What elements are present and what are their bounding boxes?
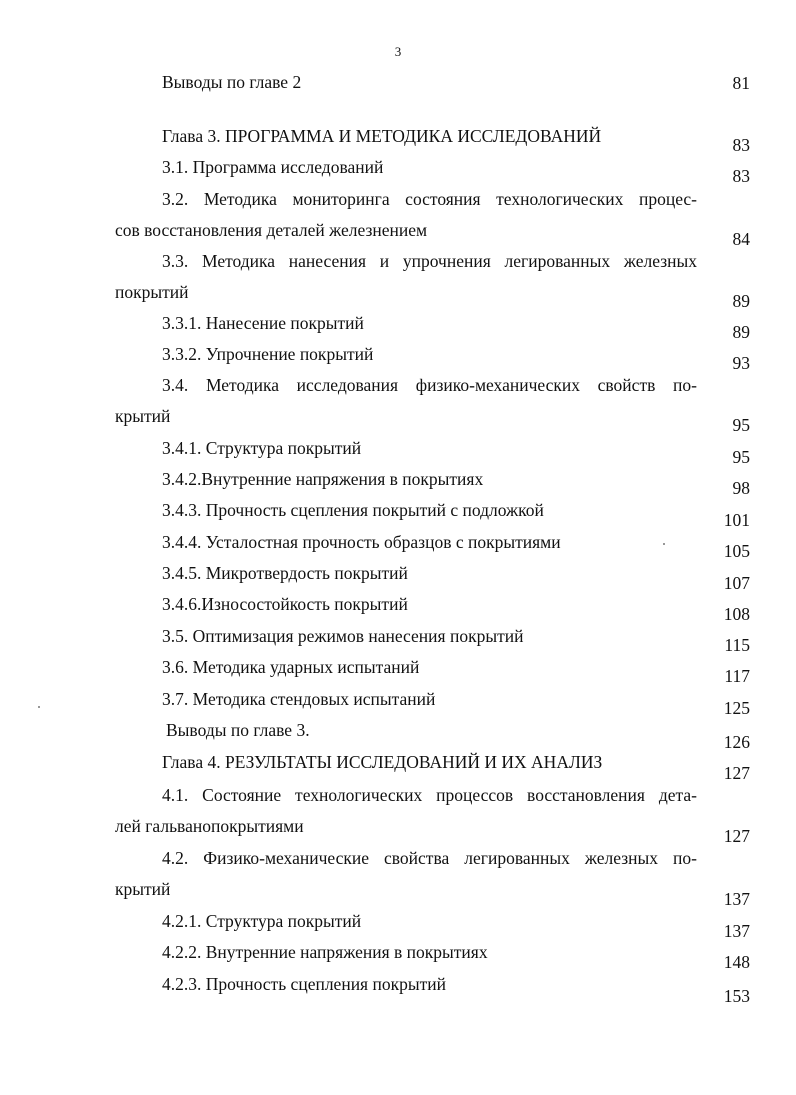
- toc-entry-page: 137: [723, 889, 750, 909]
- toc-entry-text: 3.6. Методика ударных испытаний: [162, 657, 420, 677]
- toc-entry-page: 81: [732, 73, 750, 93]
- toc-entry-text: 3.4.2.Внутренние напряжения в покрытиях: [162, 469, 484, 489]
- toc-entry-text: Выводы по главе 3.: [166, 720, 310, 740]
- toc-entry-page: 105: [723, 541, 750, 561]
- toc-entry-page: 84: [732, 229, 750, 249]
- toc-entry-page: 127: [723, 763, 750, 783]
- toc-entry-continuation: сов восстановления деталей железнением: [115, 220, 428, 240]
- toc-entry-continuation: лей гальванопокрытиями: [115, 816, 304, 836]
- toc-entry-text: 3.1. Программа исследований: [162, 157, 384, 177]
- toc-entry-page: 93: [732, 353, 750, 373]
- toc-entry-text: 4.2.3. Прочность сцепления покрытий: [162, 974, 446, 994]
- toc-entry-page: 153: [723, 986, 750, 1006]
- toc-entry-continuation: крытий: [115, 879, 171, 899]
- toc-entry-page: 98: [732, 478, 750, 498]
- toc-entry-page: 83: [732, 166, 750, 186]
- toc-entry-text: 3.5. Оптимизация режимов нанесения покрытий: [162, 626, 524, 646]
- toc-entry-page: 108: [723, 604, 750, 624]
- page-number: 3: [394, 44, 402, 59]
- scan-speck: [38, 706, 40, 708]
- toc-entry-text: 3.4. Методика исследования физико-механических свойств по-: [162, 375, 697, 395]
- toc-entry-page: 83: [732, 135, 750, 155]
- toc-entry-page: 137: [723, 921, 750, 941]
- toc-entry-text: 3.4.6.Износостойкость покрытий: [162, 594, 408, 614]
- toc-entry-text: 3.3.1. Нанесение покрытий: [162, 313, 364, 333]
- toc-entry-page: 89: [732, 291, 750, 311]
- toc-entry-page: 89: [732, 322, 750, 342]
- toc-entry-text: 4.2.2. Внутренние напряжения в покрытиях: [162, 942, 488, 962]
- toc-entry-text: Выводы по главе 2: [162, 72, 302, 92]
- scan-speck: [663, 543, 665, 545]
- toc-entry-text: Глава 4. РЕЗУЛЬТАТЫ ИССЛЕДОВАНИЙ И ИХ АНАЛИЗ: [162, 752, 603, 772]
- toc-entry-page: 115: [724, 635, 750, 655]
- toc-entry-text: 3.7. Методика стендовых испытаний: [162, 689, 436, 709]
- toc-entry-text: 3.4.3. Прочность сцепления покрытий с подложкой: [162, 500, 544, 520]
- toc-entry-page: 126: [723, 732, 750, 752]
- toc-entry-page: 148: [723, 952, 750, 972]
- toc-entry-text: 3.2. Методика мониторинга состояния технологических процес-: [162, 189, 697, 209]
- toc-entry-text: 4.1. Состояние технологических процессов восстановления дета-: [162, 785, 697, 805]
- toc-entry-text: 4.2. Физико-механические свойства легированных железных по-: [162, 848, 697, 868]
- toc-entry-page: 117: [724, 666, 750, 686]
- toc-entry-text: 3.3.2. Упрочнение покрытий: [162, 344, 374, 364]
- toc-entry-text: 4.2.1. Структура покрытий: [162, 911, 362, 931]
- toc-entry-text: 3.4.5. Микротвердость покрытий: [162, 563, 408, 583]
- toc-entry-page: 125: [723, 698, 750, 718]
- toc-entry-continuation: крытий: [115, 406, 171, 426]
- toc-entry-page: 95: [732, 415, 750, 435]
- toc-entry-text: Глава 3. ПРОГРАММА И МЕТОДИКА ИССЛЕДОВАНИЙ: [162, 126, 602, 146]
- toc-entry-page: 95: [732, 447, 750, 467]
- toc-entry-continuation: покрытий: [115, 282, 189, 302]
- toc-entry-page: 107: [723, 573, 750, 593]
- toc-entry-page: 127: [723, 826, 750, 846]
- toc-entry-text: 3.4.1. Структура покрытий: [162, 438, 362, 458]
- toc-entry-text: 3.3. Методика нанесения и упрочнения легированных железных: [162, 251, 697, 271]
- toc-entry-page: 101: [723, 510, 750, 530]
- toc-entry-text: 3.4.4. Усталостная прочность образцов с покрытиями: [162, 532, 561, 552]
